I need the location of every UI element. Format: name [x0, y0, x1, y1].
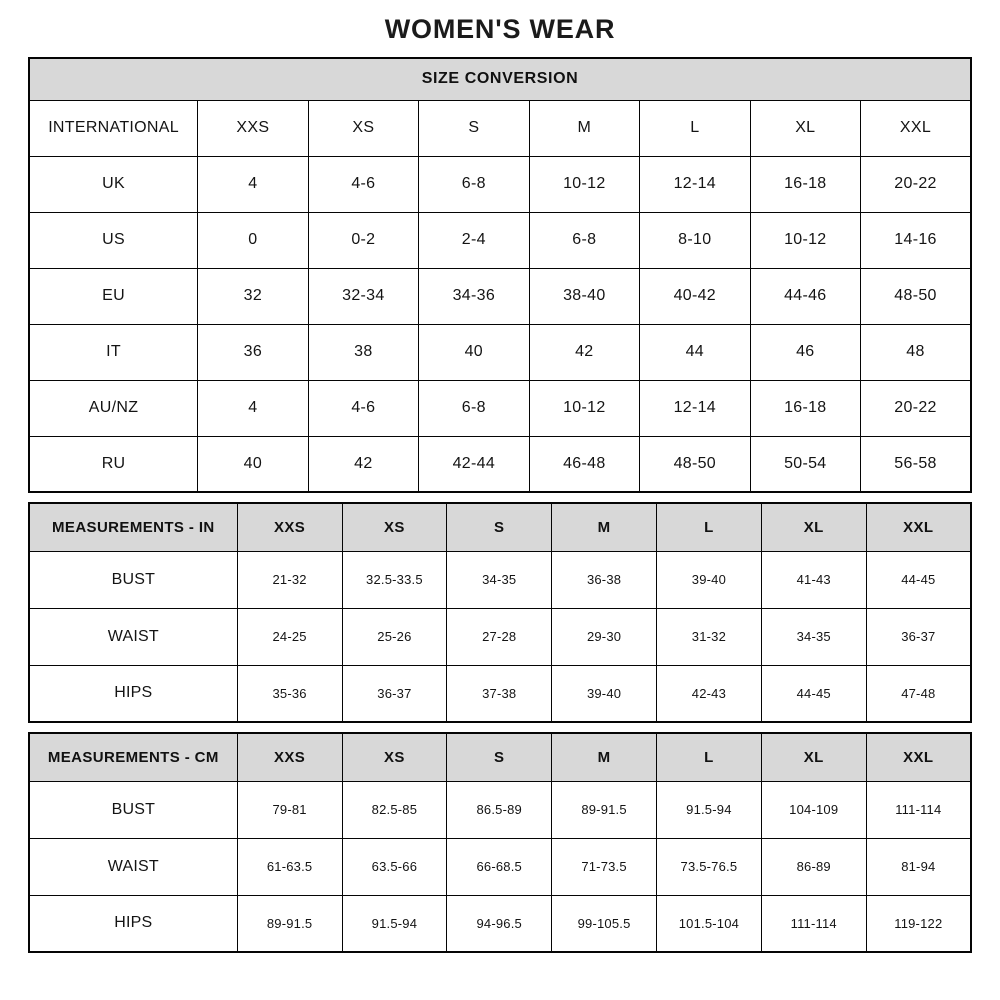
table-cell: 42-43: [656, 665, 761, 722]
row-label: IT: [29, 324, 198, 380]
table-cell: 4-6: [308, 380, 418, 436]
table-cell: 44-45: [866, 551, 971, 608]
table-cell: 86.5-89: [447, 781, 552, 838]
table-cell: 40: [198, 436, 308, 492]
table-cell: 42: [529, 324, 639, 380]
table-cell: 61-63.5: [237, 838, 342, 895]
table-cell: 89-91.5: [237, 895, 342, 952]
table-row: [29, 665, 971, 722]
column-header: S: [447, 503, 552, 551]
table-cell: 16-18: [750, 156, 860, 212]
column-header: M: [552, 503, 657, 551]
table-cell: 34-35: [761, 608, 866, 665]
table-cell: 48-50: [640, 436, 750, 492]
table-cell: 36: [198, 324, 308, 380]
table-cell: 111-114: [866, 781, 971, 838]
table-cell: 99-105.5: [552, 895, 657, 952]
size-label: XXL: [861, 100, 971, 156]
table-cell: 38-40: [529, 268, 639, 324]
table-cell: 27-28: [447, 608, 552, 665]
table-cell: 111-114: [761, 895, 866, 952]
table-row: [29, 838, 971, 895]
column-header: XS: [342, 503, 447, 551]
size-conversion-header: SIZE CONVERSION: [29, 58, 971, 100]
column-header: XXL: [866, 503, 971, 551]
table-cell: 31-32: [656, 608, 761, 665]
size-label: L: [640, 100, 750, 156]
table-cell: 20-22: [861, 156, 971, 212]
table-cell: 34-36: [419, 268, 529, 324]
size-conversion-table: [28, 57, 972, 493]
row-label: RU: [29, 436, 198, 492]
table-cell: 44: [640, 324, 750, 380]
size-label: M: [529, 100, 639, 156]
table-row: [29, 608, 971, 665]
page-title: WOMEN'S WEAR: [384, 14, 616, 44]
table-cell: 86-89: [761, 838, 866, 895]
table-cell: 46-48: [529, 436, 639, 492]
table-cell: 21-32: [237, 551, 342, 608]
table-cell: 79-81: [237, 781, 342, 838]
measurements-in-table: [28, 502, 972, 723]
table-cell: 94-96.5: [447, 895, 552, 952]
table-cell: 0: [198, 212, 308, 268]
table-cell: 91.5-94: [342, 895, 447, 952]
table-cell: 82.5-85: [342, 781, 447, 838]
table-cell: 63.5-66: [342, 838, 447, 895]
column-header: XXS: [237, 733, 342, 781]
row-label: AU/NZ: [29, 380, 198, 436]
table-cell: 48-50: [861, 268, 971, 324]
table-row: [29, 551, 971, 608]
table-cell: 66-68.5: [447, 838, 552, 895]
table-cell: 39-40: [552, 665, 657, 722]
row-label: BUST: [29, 551, 237, 608]
column-header: L: [656, 503, 761, 551]
table-row: [29, 100, 971, 156]
column-header: L: [656, 733, 761, 781]
column-header: XS: [342, 733, 447, 781]
table-cell: 10-12: [750, 212, 860, 268]
column-header: XL: [761, 733, 866, 781]
table-cell: 39-40: [656, 551, 761, 608]
row-label: WAIST: [29, 608, 237, 665]
table-cell: 32-34: [308, 268, 418, 324]
table-cell: 32.5-33.5: [342, 551, 447, 608]
table-cell: 119-122: [866, 895, 971, 952]
row-label: EU: [29, 268, 198, 324]
size-label: XXS: [198, 100, 308, 156]
table-cell: 25-26: [342, 608, 447, 665]
table-cell: 73.5-76.5: [656, 838, 761, 895]
table-cell: 42: [308, 436, 418, 492]
table-cell: 37-38: [447, 665, 552, 722]
table-cell: 10-12: [529, 156, 639, 212]
table-header-row: [29, 58, 971, 100]
table-cell: 4: [198, 156, 308, 212]
table-cell: 44-46: [750, 268, 860, 324]
table-cell: 36-38: [552, 551, 657, 608]
table-row: [29, 212, 971, 268]
row-label: HIPS: [29, 895, 237, 952]
table-cell: 12-14: [640, 380, 750, 436]
table-cell: 10-12: [529, 380, 639, 436]
row-label: US: [29, 212, 198, 268]
table-cell: 20-22: [861, 380, 971, 436]
row-label: WAIST: [29, 838, 237, 895]
table-cell: 8-10: [640, 212, 750, 268]
row-label: INTERNATIONAL: [29, 100, 198, 156]
measurements-cm-table: [28, 732, 972, 953]
table-cell: 71-73.5: [552, 838, 657, 895]
table-cell: 12-14: [640, 156, 750, 212]
table-cell: 47-48: [866, 665, 971, 722]
row-label: HIPS: [29, 665, 237, 722]
table-cell: 81-94: [866, 838, 971, 895]
table-cell: 6-8: [419, 380, 529, 436]
table-cell: 46: [750, 324, 860, 380]
row-label: UK: [29, 156, 198, 212]
table-cell: 4-6: [308, 156, 418, 212]
table-header-row: [29, 503, 971, 551]
table-row: [29, 781, 971, 838]
table-cell: 40: [419, 324, 529, 380]
table-cell: 44-45: [761, 665, 866, 722]
table-cell: 35-36: [237, 665, 342, 722]
size-label: XL: [750, 100, 860, 156]
table-cell: 38: [308, 324, 418, 380]
table-cell: 41-43: [761, 551, 866, 608]
size-label: S: [419, 100, 529, 156]
table-cell: 0-2: [308, 212, 418, 268]
table-cell: 4: [198, 380, 308, 436]
table-row: [29, 324, 971, 380]
table-cell: 6-8: [529, 212, 639, 268]
table-cell: 42-44: [419, 436, 529, 492]
table-cell: 104-109: [761, 781, 866, 838]
table-cell: 48: [861, 324, 971, 380]
table-cell: 34-35: [447, 551, 552, 608]
table-cell: 2-4: [419, 212, 529, 268]
size-label: XS: [308, 100, 418, 156]
table-cell: 36-37: [342, 665, 447, 722]
column-header: XL: [761, 503, 866, 551]
column-header: XXL: [866, 733, 971, 781]
column-header: S: [447, 733, 552, 781]
table-cell: 50-54: [750, 436, 860, 492]
table-row: [29, 268, 971, 324]
table-row: [29, 380, 971, 436]
table-cell: 91.5-94: [656, 781, 761, 838]
table-cell: 56-58: [861, 436, 971, 492]
table-cell: 14-16: [861, 212, 971, 268]
table-cell: 24-25: [237, 608, 342, 665]
table-cell: 16-18: [750, 380, 860, 436]
table-row: [29, 895, 971, 952]
column-header: XXS: [237, 503, 342, 551]
table-row: [29, 436, 971, 492]
table-cell: 40-42: [640, 268, 750, 324]
column-header: M: [552, 733, 657, 781]
row-label: BUST: [29, 781, 237, 838]
table-cell: 36-37: [866, 608, 971, 665]
table-cell: 6-8: [419, 156, 529, 212]
table-cell: 29-30: [552, 608, 657, 665]
table-row: [29, 156, 971, 212]
table-cell: 32: [198, 268, 308, 324]
table-title-cell: MEASUREMENTS - IN: [29, 503, 237, 551]
table-header-row: [29, 733, 971, 781]
table-cell: 89-91.5: [552, 781, 657, 838]
table-cell: 101.5-104: [656, 895, 761, 952]
table-title-cell: MEASUREMENTS - CM: [29, 733, 237, 781]
